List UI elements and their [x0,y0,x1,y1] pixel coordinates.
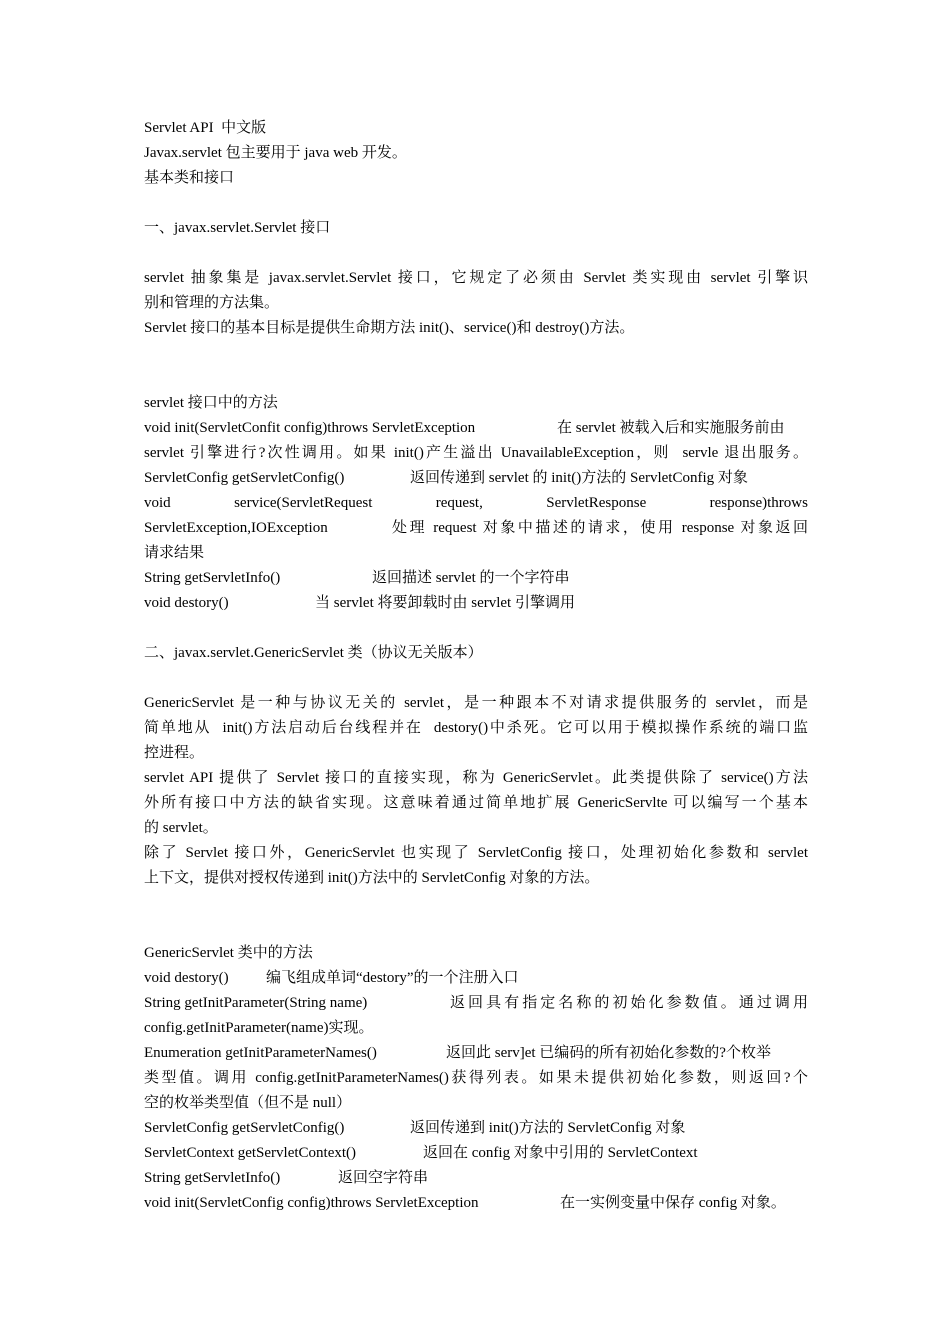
doc-subtitle: 基本类和接口 [144,170,235,186]
methods-heading: servlet 接口中的方法 [144,395,278,411]
paragraph-line: servlet API 提供了 Servlet 接口的直接实现，称为 GenericServlet。此类提供除了 service()方法 [144,770,808,786]
method-row [144,516,808,541]
method-signature: void destory() [144,970,229,986]
paragraph-line: 控进程。 [144,745,205,761]
method-signature: void init(ServletConfit config)throws ServletException [144,420,476,436]
doc-title: Servlet API 中文版 [144,120,267,136]
paragraph-line: GenericServlet 是一种与协议无关的 servlet，是一种跟本不对请求提供服务的 servlet，而是 [144,695,808,711]
method-description: 返回传递到 init()方法的 ServletConfig 对象 [410,1120,686,1136]
method-row-service [144,491,808,516]
paragraph-line: 简单地从 init()方法启动后台线程并在 destory()中杀死。它可以用于模拟操作系统的端口监 [144,720,808,736]
method-description: 在一实例变量中保存 config 对象。 [560,1195,786,1211]
method-signature: void destory() [144,595,229,611]
paragraph-line: 的 servlet。 [144,820,218,836]
service-word: request, [435,495,483,511]
paragraph-line: servlet 抽象集是 javax.servlet.Servlet 接口，它规定了必须由 Servlet 类实现由 servlet 引擎识 [144,270,808,286]
method-signature: ServletException,IOException [144,520,328,536]
paragraph-line: 外所有接口中方法的缺省实现。这意味着通过简单地扩展 GenericServlte 可以编写一个基本 [144,795,808,811]
method-description: 编飞组成单词“destory”的一个注册入口 [266,970,519,986]
method-row [144,1141,808,1166]
service-word: ServletResponse [546,495,647,511]
method-row [144,1116,808,1141]
section-heading-servlet: 一、javax.servlet.Servlet 接口 [144,220,331,236]
paragraph-line: 除了 Servlet 接口外，GenericServlet 也实现了 ServletConfig 接口，处理初始化参数和 servlet [144,845,808,861]
method-row [144,466,808,491]
paragraph-line: servlet 引擎进行?次性调用。如果 init()产生溢出 UnavailableException，则 servle 退出服务。 [144,445,808,461]
paragraph-line: 请求结果 [144,545,205,561]
method-row [144,566,808,591]
method-description: 返回具有指定名称的初始化参数值。通过调用 [450,995,808,1011]
method-signature: String getServletInfo() [144,1170,281,1186]
method-row [144,991,808,1016]
service-word: service(ServletRequest [234,495,373,511]
method-description: 返回空字符串 [338,1170,429,1186]
method-description: 当 servlet 将要卸载时由 servlet 引擎调用 [315,595,575,611]
method-description: 在 servlet 被载入后和实施服务前由 [557,420,785,436]
method-signature: String getServletInfo() [144,570,281,586]
paragraph-line: 别和管理的方法集。 [144,295,280,311]
method-signature: ServletConfig getServletConfig() [144,470,345,486]
paragraph-line: config.getInitParameter(name)实现。 [144,1020,374,1036]
method-signature: Enumeration getInitParameterNames() [144,1045,377,1061]
method-row [144,1041,808,1066]
paragraph-line: Servlet 接口的基本目标是提供生命期方法 init()、service()和 destroy()方法。 [144,320,635,336]
method-signature: String getInitParameter(String name) [144,995,368,1011]
doc-intro: Javax.servlet 包主要用于 java web 开发。 [144,145,407,161]
method-description: 返回在 config 对象中引用的 ServletContext [423,1145,698,1161]
method-description: 返回此 serv]et 已编码的所有初始化参数的?个枚举 [446,1045,771,1061]
method-row [144,1166,808,1191]
document-page [144,116,808,1216]
paragraph-line: 上下文，提供对授权传递到 init()方法中的 ServletConfig 对象的方法。 [144,870,600,886]
method-row [144,1191,808,1216]
service-word: void [144,495,171,511]
service-word: response)throws [709,495,808,511]
method-signature: ServletConfig getServletConfig() [144,1120,345,1136]
method-signature: ServletContext getServletContext() [144,1145,357,1161]
methods-heading: GenericServlet 类中的方法 [144,945,313,961]
method-description: 返回传递到 servlet 的 init()方法的 ServletConfig 对象 [410,470,748,486]
method-row [144,591,808,616]
method-description: 返回描述 servlet 的一个字符串 [372,570,570,586]
section-heading-genericservlet: 二、javax.servlet.GenericServlet 类（协议无关版本） [144,645,483,661]
method-signature: void init(ServletConfig config)throws ServletException [144,1195,479,1211]
method-description: 处理 request 对象中描述的请求，使用 response 对象返回 [392,520,808,536]
method-row [144,416,808,441]
paragraph-line: 空的枚举类型值（但不是 null） [144,1095,352,1111]
method-row [144,966,808,991]
paragraph-line: 类型值。调用 config.getInitParameterNames()获得列表。如果未提供初始化参数，则返回?个 [144,1070,808,1086]
